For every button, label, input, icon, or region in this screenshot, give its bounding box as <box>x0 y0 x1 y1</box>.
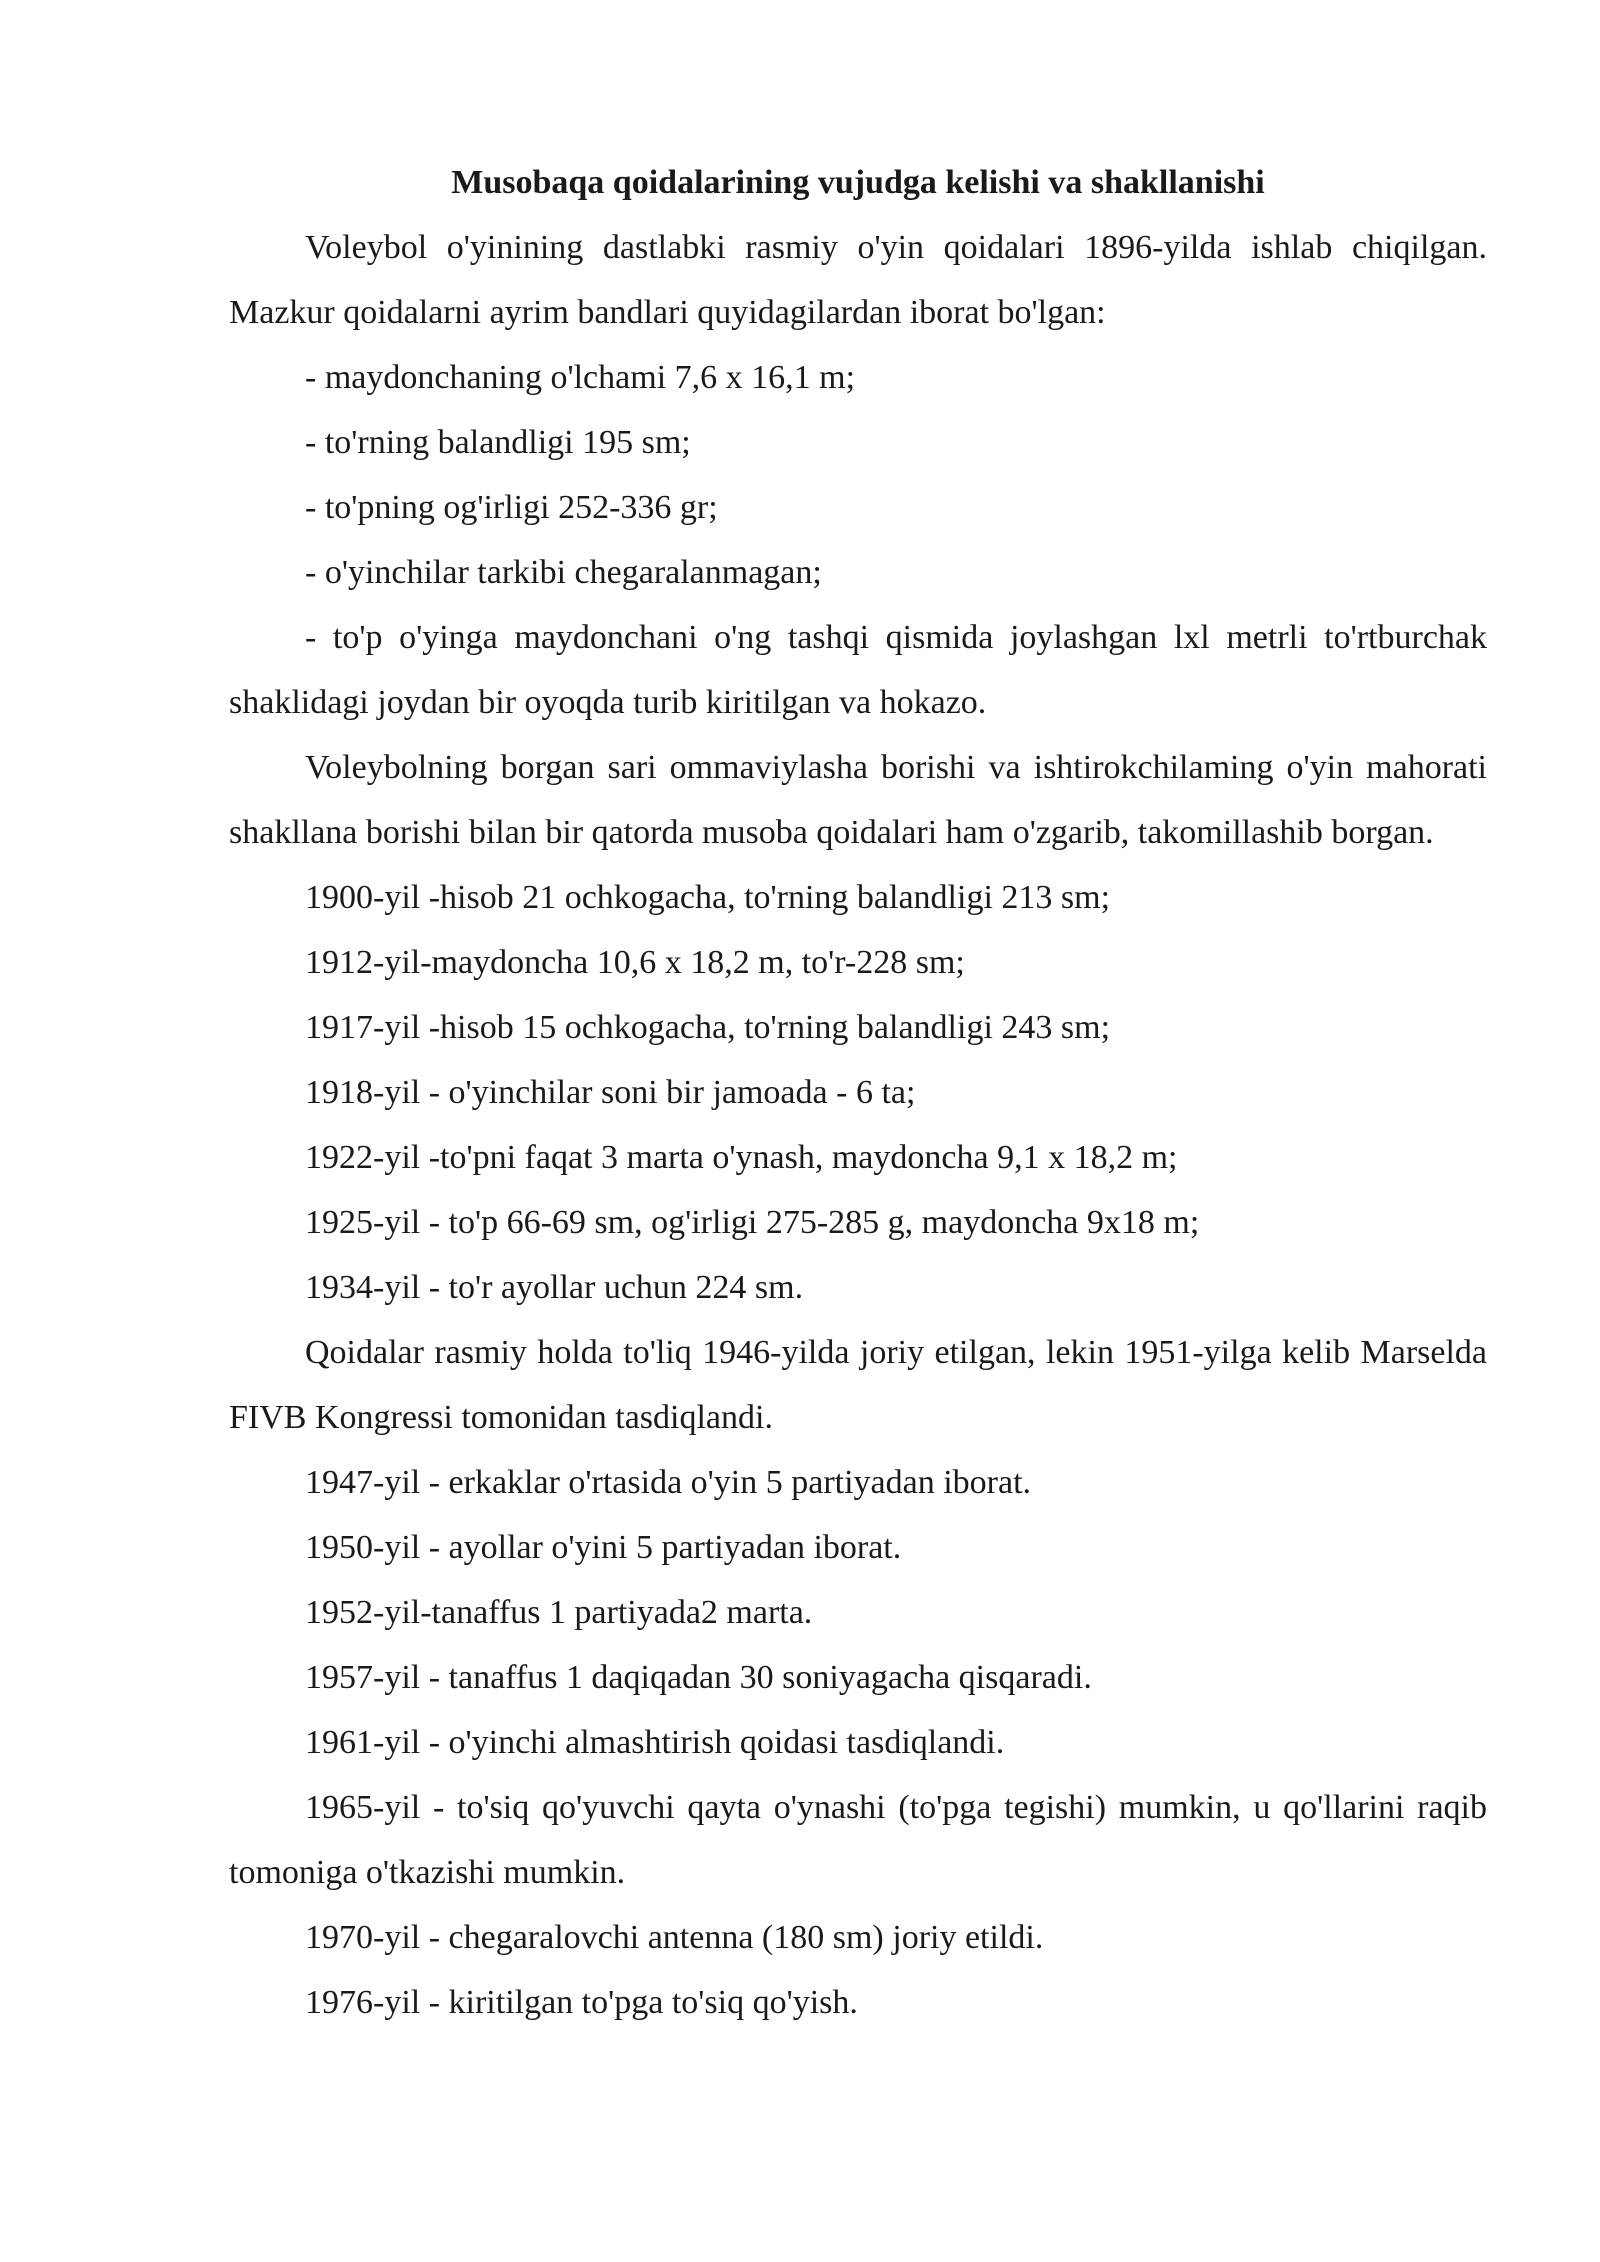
timeline-item: 1950-yil - ayollar o'yini 5 partiyadan iborat. <box>305 1529 902 1566</box>
timeline-item: 1957-yil - tanaffus 1 daqiqadan 30 soniyagacha qisqaradi. <box>305 1659 1092 1696</box>
timeline-item: 1918-yil - o'yinchilar soni bir jamoada - 6 ta; <box>305 1074 916 1111</box>
timeline-item: 1976-yil - kiritilgan to'pga to'siq qo'yish. <box>305 1984 858 2021</box>
timeline-item: 1947-yil - erkaklar o'rtasida o'yin 5 partiyadan iborat. <box>305 1464 1032 1501</box>
rule-item: - maydonchaning o'lchami 7,6 x 16,1 m; <box>305 359 856 396</box>
timeline-item: 1952-yil-tanaffus 1 partiyada2 marta. <box>305 1594 813 1631</box>
timeline-item: 1970-yil - chegaralovchi antenna (180 sm) joriy etildi. <box>305 1919 1044 1956</box>
paragraph-evolution: Voleybolning borgan sari ommaviylasha borishi va ishtirokchilaming o'yin mahorati shakllana borishi bilan bir qatorda musoba qoidalari ham o'zgarib, takomillashib borgan. <box>229 749 1487 851</box>
timeline-item: 1922-yil -to'pni faqat 3 marta o'ynash, maydoncha 9,1 x 18,2 m; <box>305 1139 1178 1176</box>
rule-item: - to'pning og'irligi 252-336 gr; <box>305 489 718 526</box>
timeline-item: 1912-yil-maydoncha 10,6 x 18,2 m, to'r-228 sm; <box>305 944 965 981</box>
timeline-item: 1925-yil - to'p 66-69 sm, og'irligi 275-285 g, maydoncha 9x18 m; <box>305 1204 1200 1241</box>
rule-item: - to'p o'yinga maydonchani o'ng tashqi qismida joylashgan lxl metrli to'rtburchak shaklidagi joydan bir oyoqda turib kiritilgan va hokazo. <box>229 619 1487 721</box>
rule-item: - o'yinchilar tarkibi chegaralanmagan; <box>305 554 822 591</box>
timeline-item: 1961-yil - o'yinchi almashtirish qoidasi tasdiqlandi. <box>305 1724 1005 1761</box>
document-title: Musobaqa qoidalarining vujudga kelishi va shakllanishi <box>451 164 1265 201</box>
timeline-item: 1965-yil - to'siq qo'yuvchi qayta o'ynashi (to'pga tegishi) mumkin, u qo'llarini raqib tomoniga o'tkazishi mumkin. <box>229 1789 1487 1891</box>
timeline-item: 1934-yil - to'r ayollar uchun 224 sm. <box>305 1269 804 1306</box>
rule-item: - to'rning balandligi 195 sm; <box>305 424 691 461</box>
paragraph-official-rules: Qoidalar rasmiy holda to'liq 1946-yilda joriy etilgan, lekin 1951-yilga kelib Marselda FIVB Kongressi tomonidan tasdiqlandi. <box>229 1334 1487 1436</box>
timeline-item: 1900-yil -hisob 21 ochkogacha, to'rning balandligi 213 sm; <box>305 879 1111 916</box>
timeline-item: 1917-yil -hisob 15 ochkogacha, to'rning balandligi 243 sm; <box>305 1009 1111 1046</box>
paragraph-intro: Voleybol o'yinining dastlabki rasmiy o'yin qoidalari 1896-yilda ishlab chiqilgan. Mazkur qoidalarni ayrim bandlari quyidagilardan iborat bo'lgan: <box>229 229 1487 331</box>
document-body <box>229 150 1487 2035</box>
